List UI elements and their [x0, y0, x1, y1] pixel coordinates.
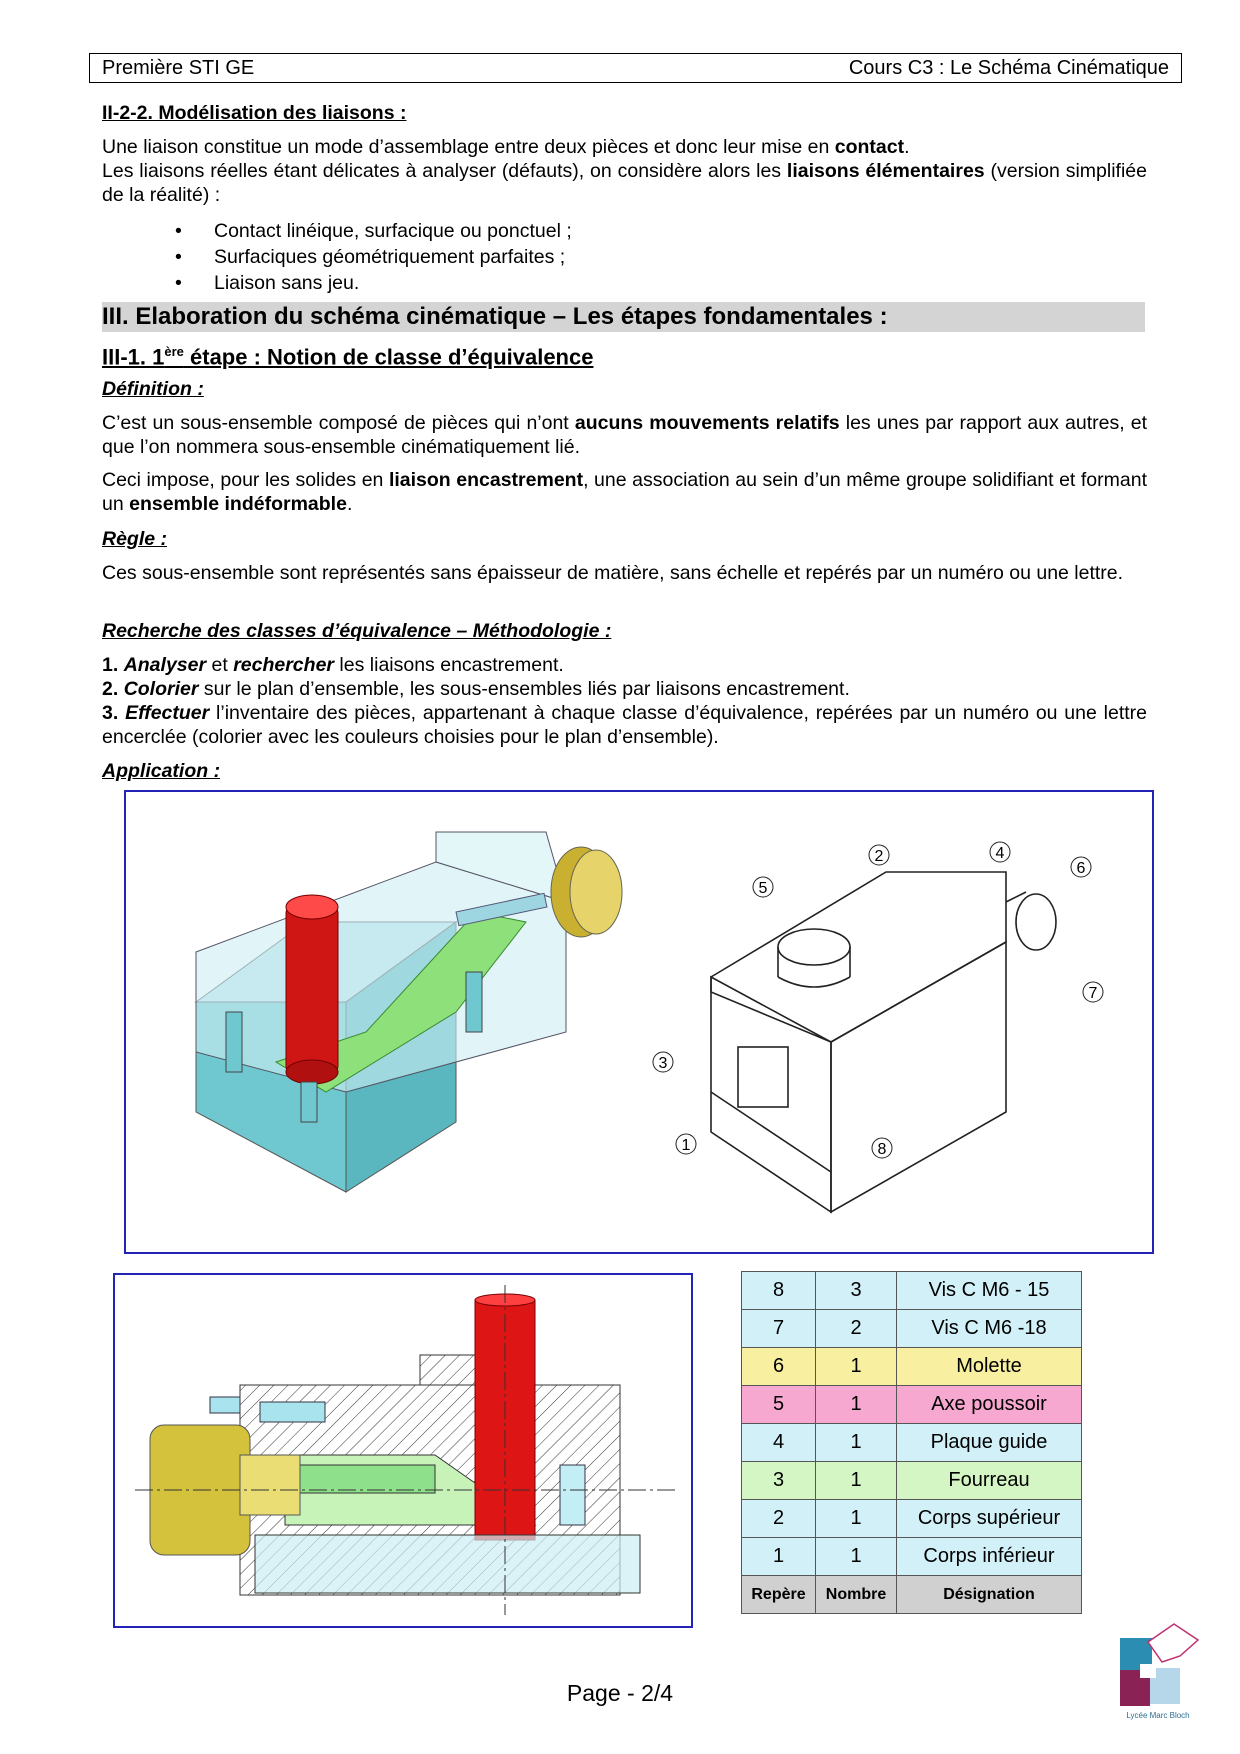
cell-repere: 6 [742, 1348, 816, 1386]
cell-designation: Plaque guide [897, 1424, 1082, 1462]
assembly-illustration [126, 792, 1152, 1252]
nomenclature-row [742, 1348, 1082, 1386]
school-logo [1118, 1622, 1208, 1722]
text-bold-italic: Effectuer [125, 702, 210, 724]
callout-5: 5 [758, 880, 768, 897]
text: . [346, 493, 353, 515]
text-bold: liaisons élémentaires [786, 160, 985, 182]
callout-1: 1 [681, 1137, 691, 1154]
text: sur le plan d’ensemble, les sous-ensembles liés par liaisons encastrement. [198, 678, 850, 700]
cell-designation: Corps supérieur [897, 1500, 1082, 1538]
header-repere: Repère [742, 1576, 816, 1614]
text: l’inventaire des pièces, appartenant à chaque classe d’équivalence, repérées par un numéro ou une lettre encerclée (colorier avec les couleurs choisies pour le plan d’ensemble). [102, 702, 1147, 748]
cell-repere: 7 [742, 1310, 816, 1348]
callout-4: 4 [995, 845, 1005, 862]
step-number: 3. [102, 702, 119, 724]
cell-nombre: 1 [816, 1424, 897, 1462]
methodology-steps [102, 653, 1147, 749]
nomenclature-row [742, 1310, 1082, 1348]
page-header [89, 53, 1182, 83]
nomenclature-row [742, 1386, 1082, 1424]
text-bold-italic: Analyser [123, 654, 207, 676]
callout-8: 8 [877, 1141, 887, 1158]
bullet-item: • Surfaciques géométriquement parfaites ; [170, 244, 572, 270]
section-title-2-2: II-2-2. Modélisation des liaisons : [102, 102, 407, 124]
step-number: 1. [102, 654, 119, 676]
nomenclature-row [742, 1462, 1082, 1500]
callout-2: 2 [874, 848, 884, 865]
section-title-3: III. Elaboration du schéma cinématique – Les étapes fondamentales : [102, 302, 1145, 332]
colored-3d-model [196, 832, 622, 1192]
cell-designation: Fourreau [897, 1462, 1082, 1500]
step-number: 2. [102, 678, 119, 700]
text-bold: liaison encastrement [388, 469, 584, 491]
cell-repere: 2 [742, 1500, 816, 1538]
callout-3: 3 [658, 1055, 668, 1072]
section-illustration [115, 1275, 691, 1626]
text: Une liaison constitue un mode d’assemblage entre deux pièces et donc leur mise en [102, 136, 835, 158]
cell-repere: 4 [742, 1424, 816, 1462]
bullet-list [170, 218, 572, 296]
cell-nombre: 2 [816, 1310, 897, 1348]
definition-text [102, 411, 1147, 459]
figure-section-view [113, 1273, 693, 1628]
nomenclature-table [741, 1271, 1082, 1614]
callout-7: 7 [1088, 985, 1098, 1002]
text: C’est un sous-ensemble composé de pièces qui n’ont [102, 412, 575, 434]
text: . [904, 136, 910, 158]
text: (version simplifiée de la réalité) : [102, 160, 1147, 206]
cell-nombre: 1 [816, 1386, 897, 1424]
cell-designation: Vis C M6 - 15 [897, 1272, 1082, 1310]
text-bold-italic: rechercher [233, 654, 335, 676]
figure-3d-assembly [124, 790, 1154, 1254]
cell-designation: Axe poussoir [897, 1386, 1082, 1424]
text-sup: ère [164, 344, 184, 359]
regle-label: Règle : [102, 528, 168, 550]
cell-designation: Vis C M6 -18 [897, 1310, 1082, 1348]
bullet-item: • Liaison sans jeu. [170, 270, 572, 296]
nomenclature-row [742, 1424, 1082, 1462]
nomenclature-header-row [742, 1576, 1082, 1614]
text-bold-italic: Colorier [123, 678, 199, 700]
text: Ceci impose, pour les solides en [102, 469, 389, 491]
text-bold: contact [834, 136, 905, 158]
text: les unes par rapport aux autres, et que l’on nommera sous-ensemble cinématiquement lié. [102, 412, 1148, 458]
header-nombre: Nombre [816, 1576, 897, 1614]
header-designation: Désignation [897, 1576, 1082, 1614]
application-label: Application : [102, 760, 221, 782]
cell-nombre: 1 [816, 1348, 897, 1386]
cell-repere: 8 [742, 1272, 816, 1310]
page-number: Page - 2/4 [566, 1680, 674, 1706]
definition-label: Définition : [102, 378, 204, 400]
cell-repere: 5 [742, 1386, 816, 1424]
cell-designation: Molette [897, 1348, 1082, 1386]
text: , une association au sein d’un même groupe solidifiant et formant un [102, 469, 1147, 515]
nomenclature-row [742, 1500, 1082, 1538]
cell-repere: 1 [742, 1538, 816, 1576]
header-left: Première STI GE [102, 56, 255, 79]
impose-text [102, 468, 1147, 516]
text-bold: ensemble indéformable [129, 493, 347, 515]
nomenclature-row [742, 1272, 1082, 1310]
header-right: Cours C3 : Le Schéma Cinématique [848, 56, 1169, 79]
text: III-1. 1 [102, 344, 165, 370]
cell-repere: 3 [742, 1462, 816, 1500]
paragraph-liaison [102, 135, 1147, 207]
bullet-item: • Contact linéique, surfacique ou ponctuel ; [170, 218, 572, 244]
text-bold: aucuns mouvements relatifs [574, 412, 840, 434]
line-drawing-model [711, 872, 1056, 1212]
cell-designation: Corps inférieur [897, 1538, 1082, 1576]
cell-nombre: 1 [816, 1462, 897, 1500]
text: et [206, 654, 234, 676]
text: les liaisons encastrement. [334, 654, 564, 676]
drawing-callouts [653, 842, 1103, 1158]
text: Les liaisons réelles étant délicates à analyser (défauts), on considère alors les [102, 160, 787, 182]
text: étape : Notion de classe d’équivalence [183, 344, 594, 370]
cell-nombre: 3 [816, 1272, 897, 1310]
methodology-label: Recherche des classes d’équivalence – Méthodologie : [102, 620, 612, 642]
logo-text: Lycée Marc Bloch [1126, 1711, 1190, 1720]
callout-6: 6 [1076, 860, 1086, 877]
regle-text: Ces sous-ensemble sont représentés sans épaisseur de matière, sans échelle et repérés par un numéro ou une lettre. [102, 562, 1124, 584]
section-title-3-1 [102, 340, 1147, 369]
cell-nombre: 1 [816, 1538, 897, 1576]
cell-nombre: 1 [816, 1500, 897, 1538]
nomenclature-row [742, 1538, 1082, 1576]
